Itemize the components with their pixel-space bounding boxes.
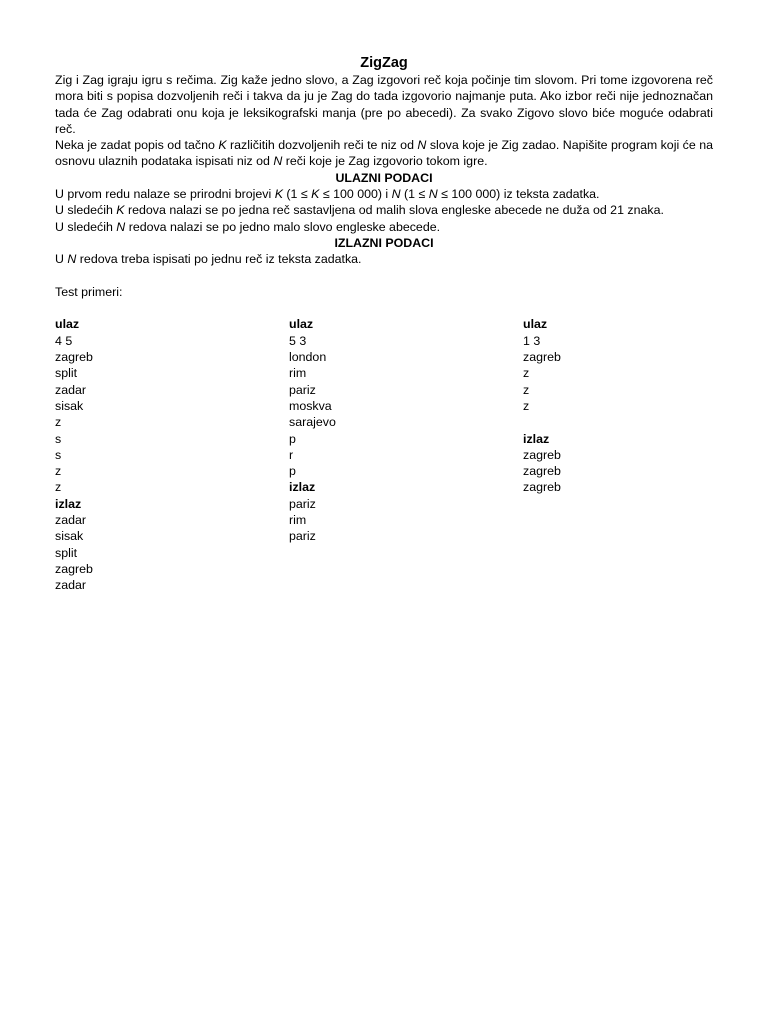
input-section-heading: ULAZNI PODACI [335, 170, 433, 185]
input-line: 1 3 [523, 333, 541, 348]
text-fragment: slova koje je Zig zadao. Napišite program koji će na osnovu ulaznih podataka ispisati niz od [55, 138, 713, 169]
input-line: zadar [55, 382, 86, 397]
input-line: s [55, 447, 62, 462]
page-title: ZigZag [360, 55, 408, 71]
input-line: zagreb [523, 350, 561, 365]
input-label: ulaz [289, 317, 314, 332]
tests-label: Test primeri: [55, 284, 123, 299]
output-line: zadar [55, 578, 86, 593]
text-fragment: različitih dozvoljenih reči te niz od [226, 138, 418, 153]
variable-k: K [218, 138, 227, 153]
intro-paragraph-2 [55, 137, 713, 170]
output-label: izlaz [55, 496, 82, 511]
input-line: r [289, 447, 294, 462]
input-line: s [55, 431, 62, 446]
spacer [55, 300, 713, 316]
variable-k: K [274, 187, 283, 202]
example-column-2 [289, 316, 489, 544]
example-column-3 [523, 316, 723, 495]
input-line: sarajevo [289, 415, 336, 430]
variable-n: N [273, 154, 283, 169]
output-label: izlaz [523, 431, 550, 446]
text-fragment: Neka je zadat popis od tačno [55, 138, 219, 153]
variable-n: N [116, 219, 126, 234]
text-fragment: U sledećih [55, 203, 117, 218]
output-line: zagreb [55, 561, 93, 576]
output-line: pariz [289, 529, 316, 544]
input-line: z [55, 480, 62, 495]
text-fragment: redova nalazi se po jedno malo slovo engleske abecede. [125, 219, 441, 234]
output-line: zagreb [523, 447, 561, 462]
output-line: rim [289, 513, 307, 528]
text-fragment: (1 ≤ [282, 187, 312, 202]
input-line: z [523, 382, 530, 397]
input-line: zagreb [55, 350, 93, 365]
variable-k: K [116, 203, 125, 218]
output-section-heading: IZLAZNI PODACI [334, 235, 434, 250]
output-line-1 [55, 251, 713, 267]
variable-n: N [417, 138, 427, 153]
text-fragment: ≤ 100 000) iz teksta zadatka. [437, 187, 600, 202]
text-fragment: redova nalazi se po jedna reč sastavljena od malih slova engleske abecede ne duža od 21 znaka. [124, 203, 664, 218]
input-line: 4 5 [55, 333, 73, 348]
text-fragment: U sledećih [55, 219, 117, 234]
input-label: ulaz [523, 317, 548, 332]
output-line: split [55, 545, 78, 560]
output-line: zagreb [523, 464, 561, 479]
text-fragment: ≤ 100 000) i [319, 187, 392, 202]
input-line: split [55, 366, 78, 381]
variable-n: N [67, 252, 77, 267]
text-fragment: U [55, 252, 68, 267]
input-line: p [289, 431, 296, 446]
input-line: 5 3 [289, 333, 307, 348]
input-line: rim [289, 366, 307, 381]
text-fragment: (1 ≤ [400, 187, 429, 202]
input-label: ulaz [55, 317, 80, 332]
input-line: p [289, 464, 296, 479]
output-line: sisak [55, 529, 84, 544]
intro-paragraph-1: Zig i Zag igraju igru s rečima. Zig kaže jedno slovo, a Zag izgovori reč koja počinje tim slovom. Pri tome izgovorena reč mora biti s popisa dozvoljenih reči i takva da ju je Zag do tada izgovorio najmanje puta. Ako izbor reči nije jednoznačan tada će Zag odabrati onu koja je leksikografski manja (pre po abecedi). Za svako Zigovo slovo biće moguće odabrati reč. [55, 73, 713, 136]
variable-n: N [428, 187, 438, 202]
input-line-3 [55, 219, 713, 235]
output-line: zadar [55, 513, 86, 528]
input-line: z [55, 415, 62, 430]
example-column-1 [55, 316, 255, 593]
output-line: pariz [289, 496, 316, 511]
output-label: izlaz [289, 480, 316, 495]
input-line: z [55, 464, 62, 479]
input-line: z [523, 398, 530, 413]
test-examples [55, 316, 713, 606]
input-line: z [523, 366, 530, 381]
input-line: sisak [55, 398, 84, 413]
input-line-1 [55, 186, 713, 202]
text-fragment: reči koje je Zag izgovorio tokom igre. [282, 154, 488, 169]
spacer [523, 414, 723, 430]
text-fragment: redova treba ispisati po jednu reč iz teksta zadatka. [76, 252, 362, 267]
input-line: pariz [289, 382, 316, 397]
input-line: london [289, 350, 327, 365]
spacer [55, 268, 713, 284]
text-fragment: U prvom redu nalaze se prirodni brojevi [55, 187, 275, 202]
variable-n: N [391, 187, 401, 202]
document-page [55, 54, 713, 606]
variable-k: K [311, 187, 320, 202]
output-line: zagreb [523, 480, 561, 495]
input-line: moskva [289, 398, 332, 413]
input-line-2 [55, 202, 713, 218]
